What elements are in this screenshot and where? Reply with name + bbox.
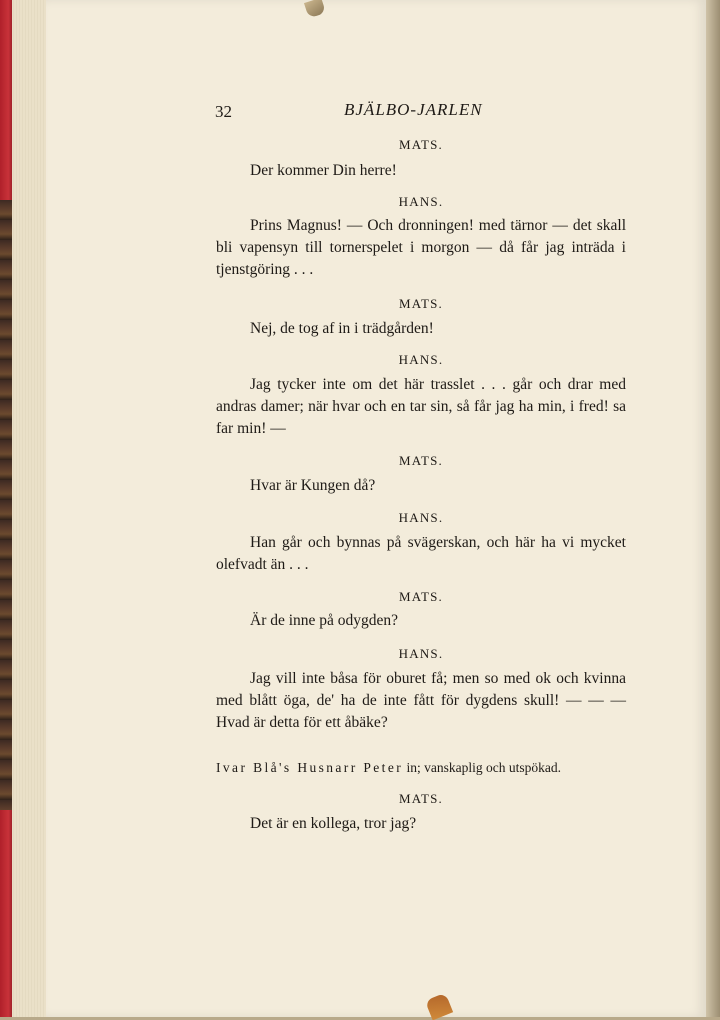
dialogue-line: Der kommer Din herre! xyxy=(250,162,397,179)
running-title: BJÄLBO-JARLEN xyxy=(344,100,483,119)
stage-direction-text: in; vanskaplig och utspökad. xyxy=(403,760,561,775)
speaker-label: HANS. xyxy=(398,510,444,525)
dialogue-line: Jag tycker inte om det här trasslet . . . går och drar med andras damer; när hvar och en tar sin, så får jag ha min, i fred! sa far min! — xyxy=(216,376,626,437)
dialogue-line: Jag vill inte båsa för oburet få; men so med ok och kvinna med blått öga, de' ha de inte fått för dygdens skull! — — — Hvad är detta för ett åbäke? xyxy=(216,670,626,731)
dialogue-line: Är de inne på odygden? xyxy=(250,612,399,629)
dialogue-line: Det är en kollega, tror jag? xyxy=(250,815,417,832)
page-number: 32 xyxy=(215,102,232,121)
speaker-label: MATS. xyxy=(399,791,443,806)
speaker-label: HANS. xyxy=(398,646,444,661)
dialogue-line: Han går och bynnas på svägerskan, och här ha vi mycket olefvadt än . . . xyxy=(216,534,626,573)
stage-direction-character: Ivar Blå's Husnarr Peter xyxy=(216,760,404,775)
page-stack-edges xyxy=(12,0,47,1017)
speaker-label: HANS. xyxy=(398,352,444,367)
speaker-label: MATS. xyxy=(399,296,443,311)
page-gutter-shadow xyxy=(706,0,720,1017)
speaker-label: MATS. xyxy=(399,137,443,152)
stage-direction xyxy=(216,760,628,776)
dialogue-line: Nej, de tog af in i trädgården! xyxy=(250,320,434,337)
speaker-label: HANS. xyxy=(398,194,444,209)
dialogue-line: Hvar är Kungen då? xyxy=(250,477,376,494)
speaker-label: MATS. xyxy=(399,453,443,468)
speaker-label: MATS. xyxy=(399,589,443,604)
dialogue-line: Prins Magnus! — Och dronningen! med tärnor — det skall bli vapensyn till tornerspelet i morgon — då får jag inträda i tjenstgöring . . . xyxy=(216,217,626,278)
